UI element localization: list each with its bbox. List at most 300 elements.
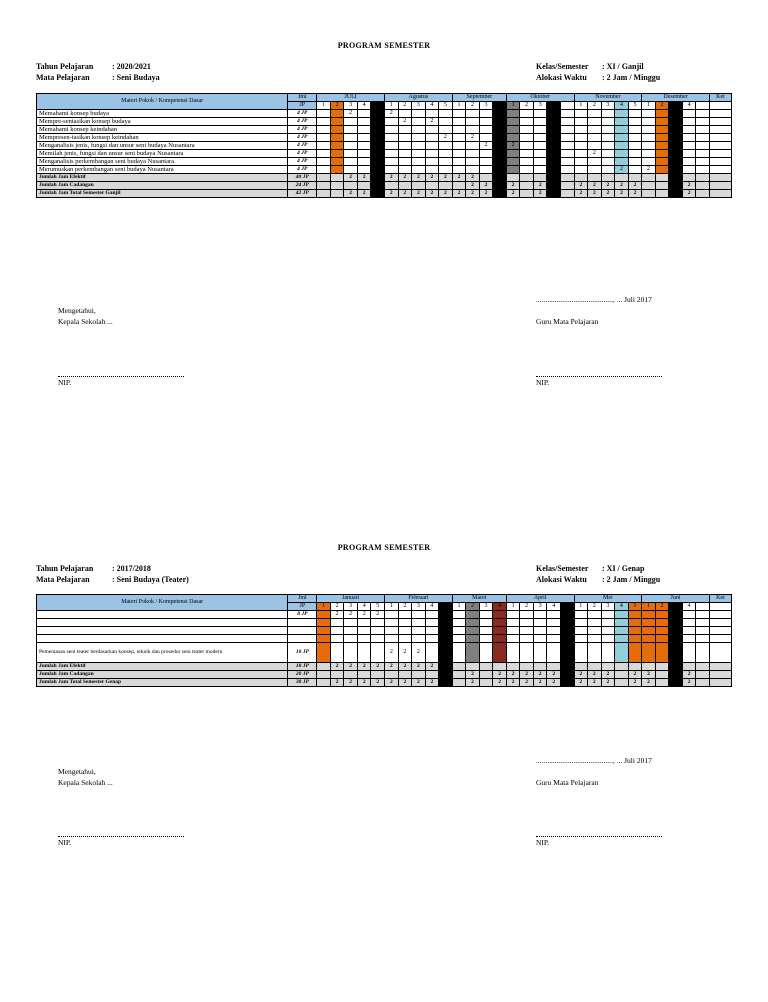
week-cell <box>439 118 453 126</box>
week-cell <box>506 174 520 182</box>
week-cell <box>642 126 656 134</box>
week-cell <box>696 611 710 619</box>
week-cell <box>696 126 710 134</box>
week-cell <box>330 150 344 158</box>
week-cell <box>574 619 588 627</box>
week-cell <box>655 118 669 126</box>
week-cell <box>479 643 493 663</box>
jp-cell <box>288 635 317 643</box>
week-cell <box>344 643 358 663</box>
jp-cell: 24 JP <box>288 182 317 190</box>
month-header: April <box>506 595 574 603</box>
week-cell <box>547 611 561 619</box>
week-cell <box>533 619 547 627</box>
week-cell <box>330 174 344 182</box>
week-cell <box>533 611 547 619</box>
week-cell <box>628 174 642 182</box>
week-cell: 2 <box>398 679 412 687</box>
header-row <box>37 595 732 603</box>
week-cell: 2 <box>466 679 480 687</box>
week-cell: 2 <box>682 190 696 198</box>
week-cell <box>412 166 426 174</box>
week-cell <box>561 110 575 118</box>
alokasi-label: Alokasi Waktu <box>536 575 587 584</box>
week-number: 3 <box>412 603 426 611</box>
week-cell: 2 <box>385 174 399 182</box>
week-cell <box>493 150 507 158</box>
week-cell <box>533 158 547 166</box>
week-cell: 2 <box>452 174 466 182</box>
week-cell: 2 <box>330 611 344 619</box>
week-cell <box>466 118 480 126</box>
week-cell: 2 <box>344 110 358 118</box>
week-cell <box>385 635 399 643</box>
materi-cell: Memilah jenis, fungsi dan unsur seni budaya Nusantara <box>37 150 288 158</box>
ket-cell <box>709 635 731 643</box>
week-cell: 2 <box>466 190 480 198</box>
week-cell <box>479 679 493 687</box>
ket-cell <box>709 158 731 166</box>
week-cell <box>669 134 683 142</box>
week-cell <box>682 627 696 635</box>
week-cell <box>642 190 656 198</box>
week-cell <box>317 635 331 643</box>
week-cell <box>533 142 547 150</box>
program-semester-title-2: PROGRAM SEMESTER <box>337 543 431 552</box>
week-cell <box>371 118 385 126</box>
week-cell: 2 <box>344 663 358 671</box>
summary-row <box>37 663 732 671</box>
week-cell <box>371 190 385 198</box>
week-cell <box>425 110 439 118</box>
week-cell <box>506 150 520 158</box>
week-number: 3 <box>601 102 615 110</box>
week-cell <box>425 182 439 190</box>
week-number <box>696 603 710 611</box>
week-cell <box>561 142 575 150</box>
week-cell <box>655 627 669 635</box>
week-cell <box>601 134 615 142</box>
week-cell: 2 <box>344 174 358 182</box>
material-row <box>37 118 732 126</box>
week-cell <box>344 671 358 679</box>
week-cell <box>520 150 534 158</box>
week-cell <box>466 619 480 627</box>
material-row <box>37 126 732 134</box>
week-cell: 2 <box>466 174 480 182</box>
week-cell <box>560 663 574 671</box>
week-cell <box>317 134 331 142</box>
week-cell <box>452 679 466 687</box>
week-number: 5 <box>628 102 642 110</box>
week-cell <box>506 110 520 118</box>
mapel-label: Mata Pelajaran <box>36 73 90 82</box>
week-cell <box>682 635 696 643</box>
jp-cell: 4 JP <box>288 134 317 142</box>
jp-cell: 8 JP <box>288 611 317 619</box>
jp-cell: 38 JP <box>288 679 317 687</box>
week-cell <box>601 142 615 150</box>
week-cell <box>642 611 656 619</box>
week-cell <box>655 182 669 190</box>
materi-cell: Menganalisis perkembangan seni budaya Nusantara. <box>37 158 288 166</box>
week-cell <box>357 635 371 643</box>
week-number <box>560 603 574 611</box>
week-cell <box>628 643 642 663</box>
week-cell: 2 <box>439 174 453 182</box>
week-cell <box>493 182 507 190</box>
week-cell <box>317 158 331 166</box>
week-cell <box>385 619 399 627</box>
week-cell: 2 <box>466 671 480 679</box>
week-cell <box>344 150 358 158</box>
week-cell <box>439 619 453 627</box>
week-cell <box>561 118 575 126</box>
week-cell: 2 <box>642 671 656 679</box>
week-cell <box>655 679 669 687</box>
week-number: 5 <box>439 102 453 110</box>
week-cell <box>344 134 358 142</box>
week-number: 4 <box>547 102 561 110</box>
week-cell <box>385 150 399 158</box>
week-cell <box>588 611 602 619</box>
week-cell <box>371 635 385 643</box>
week-cell <box>696 134 710 142</box>
week-cell <box>696 158 710 166</box>
week-cell <box>439 627 453 635</box>
week-cell <box>398 158 412 166</box>
week-cell <box>330 643 344 663</box>
nip-right-2: NIP. <box>536 838 550 847</box>
week-cell <box>330 627 344 635</box>
week-cell: 2 <box>439 134 453 142</box>
week-number: 3 <box>669 603 683 611</box>
week-cell: 2 <box>371 679 385 687</box>
week-cell <box>330 635 344 643</box>
ket-cell <box>709 663 731 671</box>
week-number: 5 <box>628 603 642 611</box>
week-cell <box>479 611 493 619</box>
week-cell <box>330 190 344 198</box>
week-cell <box>560 627 574 635</box>
week-cell <box>466 142 480 150</box>
week-cell <box>412 126 426 134</box>
week-cell <box>344 619 358 627</box>
ket-header: Ket <box>709 94 731 102</box>
materi-cell: Jumlah Jam Cadangan <box>37 182 288 190</box>
week-cell <box>655 126 669 134</box>
week-cell <box>479 110 493 118</box>
week-cell <box>493 158 507 166</box>
week-cell <box>547 174 561 182</box>
week-cell <box>466 126 480 134</box>
week-cell <box>520 134 534 142</box>
week-cell <box>615 142 629 150</box>
week-cell <box>412 182 426 190</box>
ket-cell <box>709 126 731 134</box>
week-cell <box>669 150 683 158</box>
meta-left-2 <box>36 563 189 585</box>
week-cell <box>317 627 331 635</box>
week-cell <box>357 118 371 126</box>
week-number: 5 <box>371 603 385 611</box>
materi-cell <box>37 627 288 635</box>
week-cell <box>669 663 683 671</box>
week-cell <box>344 118 358 126</box>
week-cell <box>547 118 561 126</box>
week-cell: 2 <box>588 679 602 687</box>
summary-row <box>37 174 732 182</box>
week-cell <box>439 671 453 679</box>
materi-cell <box>37 611 288 619</box>
week-cell <box>601 118 615 126</box>
week-number: 4 <box>425 603 439 611</box>
week-cell <box>398 611 412 619</box>
week-cell <box>412 611 426 619</box>
week-cell: 2 <box>520 671 534 679</box>
week-cell <box>425 643 439 663</box>
week-cell <box>385 158 399 166</box>
week-cell <box>398 150 412 158</box>
jp-cell <box>288 627 317 635</box>
week-number: 3 <box>533 603 547 611</box>
week-cell: 2 <box>439 663 453 671</box>
week-cell <box>682 150 696 158</box>
week-cell <box>601 663 615 671</box>
week-cell <box>452 663 466 671</box>
week-cell: 2 <box>493 679 507 687</box>
week-cell <box>398 635 412 643</box>
week-cell <box>696 627 710 635</box>
week-cell <box>520 166 534 174</box>
week-cell <box>412 118 426 126</box>
week-cell <box>642 134 656 142</box>
week-cell <box>357 142 371 150</box>
week-cell <box>520 663 534 671</box>
week-cell <box>520 643 534 663</box>
week-cell <box>466 643 480 663</box>
week-cell <box>574 174 588 182</box>
week-cell <box>425 134 439 142</box>
ket-cell <box>709 102 731 110</box>
week-cell <box>615 118 629 126</box>
week-cell <box>385 166 399 174</box>
meta-right-1 <box>536 61 660 83</box>
week-cell <box>357 150 371 158</box>
week-cell <box>561 134 575 142</box>
week-cell <box>601 110 615 118</box>
week-cell <box>493 174 507 182</box>
week-cell <box>547 110 561 118</box>
week-cell <box>412 627 426 635</box>
week-cell <box>628 142 642 150</box>
week-cell: 2 <box>669 182 683 190</box>
jp-cell: 4 JP <box>288 126 317 134</box>
mengetahui-2: Mengetahui, <box>58 767 96 776</box>
week-cell: 2 <box>628 671 642 679</box>
week-cell <box>561 174 575 182</box>
week-cell <box>317 126 331 134</box>
week-cell: 2 <box>344 679 358 687</box>
week-cell <box>696 663 710 671</box>
week-cell <box>615 643 629 663</box>
week-cell: 2 <box>385 663 399 671</box>
jml-header: Jml <box>288 94 317 102</box>
material-row <box>37 635 732 643</box>
week-number: 3 <box>479 603 493 611</box>
week-cell <box>615 110 629 118</box>
materi-cell: Pementasan seni teater berdasarkan konsep, teknik dan prosedur seni teater modern <box>37 643 288 663</box>
week-cell <box>574 635 588 643</box>
week-cell <box>317 663 331 671</box>
week-cell <box>588 118 602 126</box>
week-number: 3 <box>344 102 358 110</box>
meta-right-2 <box>536 563 660 585</box>
week-cell <box>682 166 696 174</box>
week-cell <box>628 619 642 627</box>
material-row <box>37 643 732 663</box>
week-cell <box>533 663 547 671</box>
week-cell: 2 <box>574 182 588 190</box>
signature-line-right-1 <box>536 376 662 377</box>
week-cell <box>452 635 466 643</box>
week-cell <box>588 126 602 134</box>
week-number: 2 <box>330 102 344 110</box>
week-cell <box>452 611 466 619</box>
jp-cell: 4 JP <box>288 142 317 150</box>
week-cell <box>317 679 331 687</box>
week-number: 4 <box>493 102 507 110</box>
ket-cell <box>709 174 731 182</box>
week-cell <box>425 611 439 619</box>
week-cell <box>655 174 669 182</box>
week-cell: 2 <box>574 190 588 198</box>
week-cell <box>520 174 534 182</box>
week-cell <box>425 142 439 150</box>
week-cell <box>371 142 385 150</box>
week-cell <box>412 619 426 627</box>
week-cell <box>669 142 683 150</box>
week-cell <box>398 142 412 150</box>
week-cell: 2 <box>344 190 358 198</box>
week-cell <box>452 142 466 150</box>
week-number: 2 <box>466 102 480 110</box>
week-cell <box>628 627 642 635</box>
kepala-sekolah-1: Kepala Sekolah ... <box>58 317 113 326</box>
week-cell <box>344 126 358 134</box>
week-cell <box>317 150 331 158</box>
week-cell <box>682 118 696 126</box>
jp-cell: 20 JP <box>288 671 317 679</box>
week-cell: 2 <box>357 190 371 198</box>
week-cell <box>601 611 615 619</box>
week-number <box>439 603 453 611</box>
week-cell <box>588 158 602 166</box>
month-header: Januari <box>317 595 385 603</box>
jp-cell: 4 JP <box>288 110 317 118</box>
week-cell <box>425 158 439 166</box>
week-cell <box>479 150 493 158</box>
week-cell <box>561 126 575 134</box>
week-cell <box>452 643 466 663</box>
week-cell <box>533 126 547 134</box>
week-cell <box>317 182 331 190</box>
week-cell <box>547 126 561 134</box>
week-cell <box>642 118 656 126</box>
week-cell: 2 <box>682 671 696 679</box>
week-cell <box>669 126 683 134</box>
week-cell <box>588 166 602 174</box>
materi-cell: Mempre-sentasikan konsep budaya <box>37 118 288 126</box>
place-date-1: ........................................., ... Juli 2017 <box>536 295 652 304</box>
week-cell <box>615 663 629 671</box>
week-cell <box>425 126 439 134</box>
week-cell <box>561 158 575 166</box>
week-cell <box>412 142 426 150</box>
month-header: Mei <box>574 595 642 603</box>
week-cell <box>696 182 710 190</box>
week-cell <box>493 663 507 671</box>
week-cell <box>452 671 466 679</box>
week-cell <box>452 627 466 635</box>
week-cell: 2 <box>412 174 426 182</box>
week-cell <box>615 158 629 166</box>
week-cell: 2 <box>682 182 696 190</box>
week-cell <box>493 126 507 134</box>
jp-header: JP <box>288 102 317 110</box>
week-number: 3 <box>669 102 683 110</box>
week-cell <box>520 627 534 635</box>
week-cell <box>439 158 453 166</box>
summary-row <box>37 190 732 198</box>
week-cell <box>398 619 412 627</box>
semester-table-2 <box>36 594 732 687</box>
week-cell <box>615 134 629 142</box>
week-cell: 2 <box>466 182 480 190</box>
week-cell: 2 <box>357 611 371 619</box>
week-cell: 2 <box>398 643 412 663</box>
week-cell <box>385 671 399 679</box>
week-cell <box>479 174 493 182</box>
week-cell <box>533 150 547 158</box>
week-cell <box>560 671 574 679</box>
week-cell <box>533 166 547 174</box>
week-cell <box>696 166 710 174</box>
week-cell <box>330 118 344 126</box>
week-cell <box>520 158 534 166</box>
week-cell <box>493 134 507 142</box>
week-cell <box>506 166 520 174</box>
week-number: 3 <box>533 102 547 110</box>
week-cell: 2 <box>357 663 371 671</box>
meta-left-1 <box>36 61 160 83</box>
week-cell <box>561 190 575 198</box>
week-number: 4 <box>682 603 696 611</box>
week-cell: 2 <box>588 150 602 158</box>
summary-row <box>37 679 732 687</box>
guru-mapel-1: Guru Mata Pelajaran <box>536 317 599 326</box>
week-cell: 2 <box>398 118 412 126</box>
week-number: 3 <box>344 603 358 611</box>
week-cell <box>588 627 602 635</box>
week-cell: 2 <box>506 679 520 687</box>
week-cell: 2 <box>533 190 547 198</box>
week-cell <box>357 126 371 134</box>
week-cell <box>330 158 344 166</box>
week-cell <box>357 627 371 635</box>
week-cell: 2 <box>385 190 399 198</box>
week-cell <box>588 663 602 671</box>
